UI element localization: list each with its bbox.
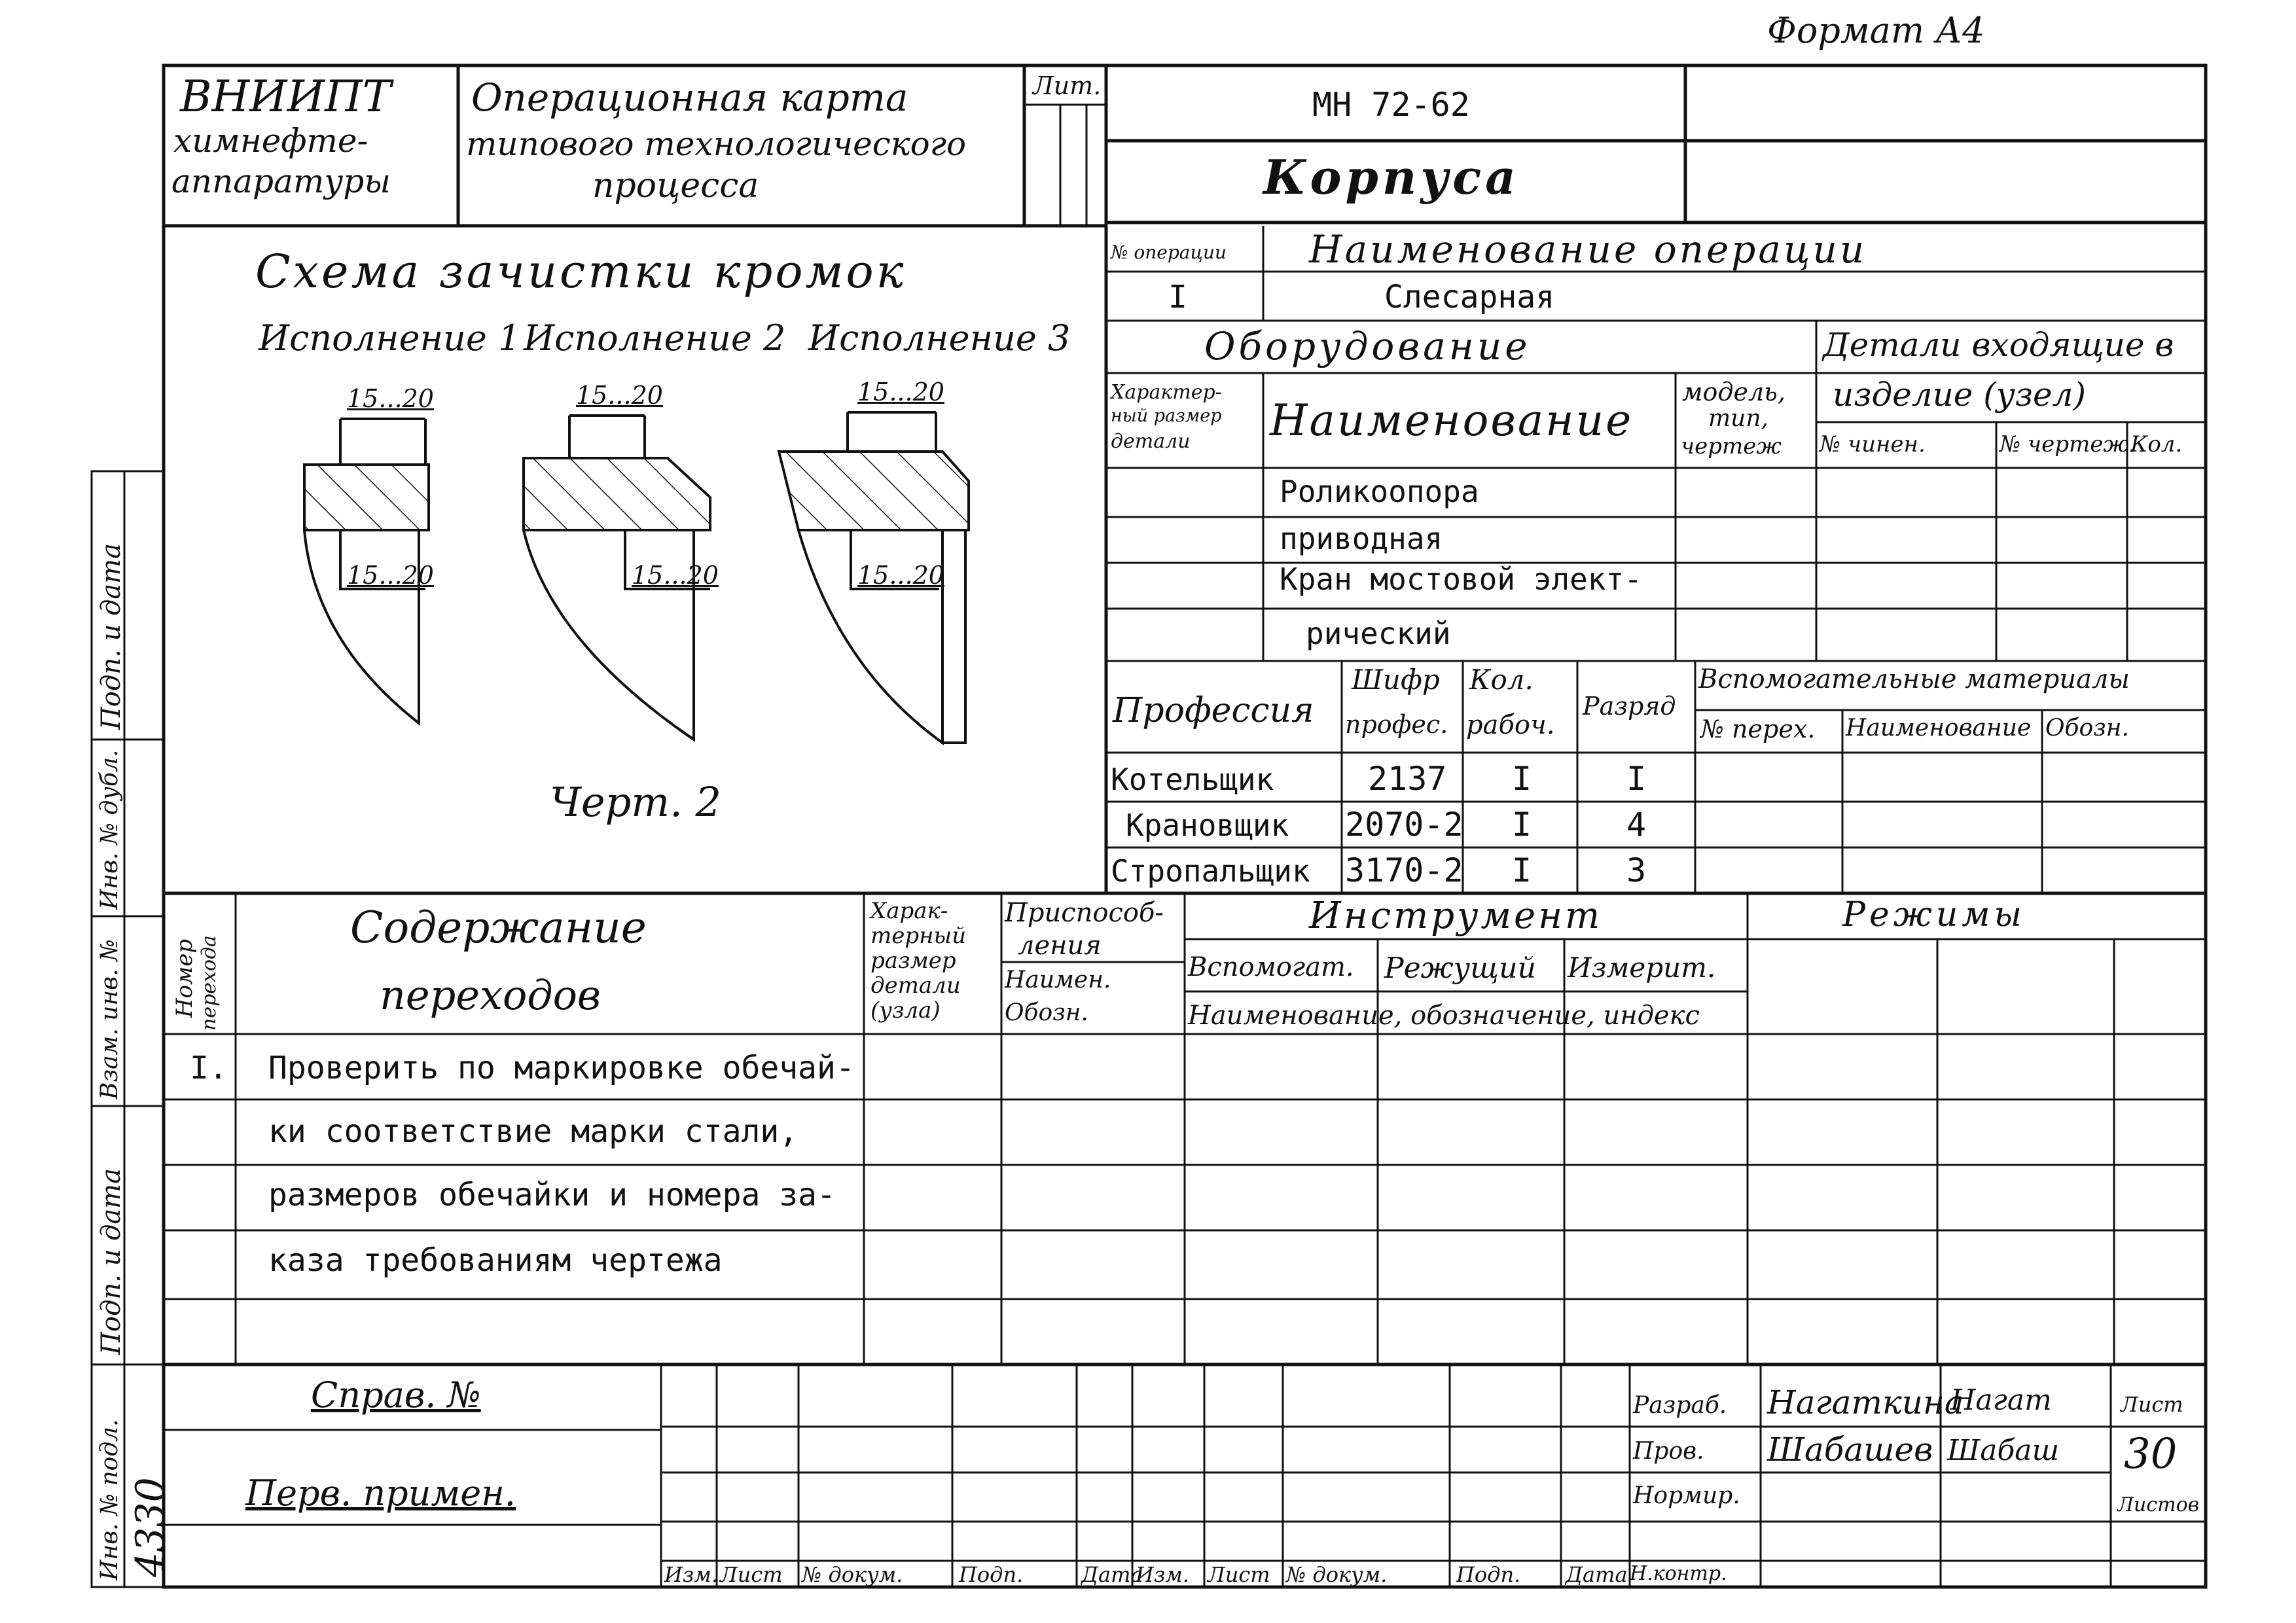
doc-title-line1: Операционная карта bbox=[471, 75, 908, 120]
operation-number-label: № операции bbox=[1111, 241, 1227, 263]
char-size-label-3: размер bbox=[870, 948, 956, 974]
equipment-label: Оборудование bbox=[1204, 324, 1531, 368]
variant-2-label: Исполнение 2 bbox=[524, 317, 786, 359]
parts-label-2: изделие (узел) bbox=[1833, 376, 2086, 414]
worker-3-code: 3170-2 bbox=[1345, 851, 1463, 889]
char-size-label-5: (узла) bbox=[870, 997, 941, 1024]
aux-col-num: № перех. bbox=[1700, 715, 1816, 743]
footer-col-1: Изм. bbox=[664, 1562, 719, 1587]
doc-title-line3: процесса bbox=[592, 166, 759, 205]
equipment-item-3: Кран мостовой элект- bbox=[1280, 562, 1642, 597]
transition-line-3: размеров обечайки и номера за- bbox=[268, 1177, 836, 1213]
org-name-line2: химнефте- bbox=[173, 122, 368, 160]
fixture-col-designation: Обозн. bbox=[1005, 999, 1088, 1026]
footer-col-7: Лист bbox=[1208, 1562, 1270, 1587]
dimension-label-3b: 15...20 bbox=[857, 561, 944, 590]
part-name: Корпуса bbox=[1263, 149, 1520, 205]
dimension-label-2b: 15...20 bbox=[632, 561, 719, 590]
footer-col-6: Изм. bbox=[1136, 1562, 1190, 1587]
model-label-2: тип, bbox=[1708, 405, 1768, 432]
tool-col-cutting: Режущий bbox=[1384, 952, 1536, 985]
footer-col-2: Лист bbox=[720, 1562, 783, 1587]
model-label-3: чертеж bbox=[1681, 433, 1782, 459]
fixture-col-name: Наимен. bbox=[1005, 967, 1111, 993]
transition-number-label-2: перехода bbox=[198, 935, 221, 1031]
doc-title-line2: типового технологического bbox=[466, 125, 967, 163]
worker-3-grade: 3 bbox=[1626, 851, 1647, 889]
fixture-label-2: ления bbox=[1018, 931, 1102, 961]
worker-2-code: 2070-2 bbox=[1345, 806, 1463, 844]
sheet-number: 30 bbox=[2124, 1430, 2178, 1478]
checker-name: Шабашев bbox=[1767, 1431, 1933, 1469]
code-header-2: профес. bbox=[1345, 710, 1448, 739]
checker-signature: Шабаш bbox=[1947, 1434, 2060, 1467]
equipment-item-4: рический bbox=[1306, 616, 1451, 651]
footer-col-9: Подп. bbox=[1456, 1562, 1521, 1587]
role-developer: Разраб. bbox=[1633, 1392, 1727, 1419]
aux-col-name: Наименование bbox=[1846, 715, 2032, 741]
transition-number-label-1: Номер bbox=[171, 938, 198, 1018]
dimension-label-1a: 15...20 bbox=[347, 384, 434, 413]
variant-1-label: Исполнение 1 bbox=[259, 317, 521, 359]
equipment-char-label-1: Характер- bbox=[1111, 381, 1222, 404]
count-header-2: рабоч. bbox=[1466, 710, 1555, 740]
model-label-1: модель, bbox=[1682, 378, 1785, 406]
doc-number: МН 72-62 bbox=[1312, 86, 1470, 124]
equipment-name-label: Наименование bbox=[1270, 395, 1634, 446]
worker-3-profession: Стропальщик bbox=[1111, 853, 1310, 889]
modes-label: Режимы bbox=[1842, 895, 2026, 935]
parts-col-num: № чинен. bbox=[1820, 431, 1926, 457]
equipment-item-1: Роликоопора bbox=[1280, 474, 1479, 509]
operation-name-label: Наименование операции bbox=[1309, 227, 1867, 272]
count-header-1: Кол. bbox=[1469, 664, 1534, 696]
developer-signature: Нагат bbox=[1950, 1383, 2052, 1417]
side-label-dup-inv: Инв. № дубл. bbox=[96, 749, 123, 910]
parts-col-qty: Кол. bbox=[2130, 431, 2183, 457]
sheets-label: Листов bbox=[2117, 1493, 2200, 1516]
char-size-label-2: терный bbox=[870, 923, 967, 949]
dimension-label-1b: 15...20 bbox=[347, 561, 434, 590]
transition-line-1: Проверить по маркировке обечай- bbox=[268, 1050, 855, 1086]
variant-3-label: Исполнение 3 bbox=[808, 317, 1071, 359]
aux-materials-header: Вспомогательные материалы bbox=[1698, 664, 2130, 694]
footer-col-5: Дата bbox=[1081, 1562, 1143, 1587]
equipment-char-label-2: ный размер bbox=[1111, 406, 1222, 426]
tool-sub-label: Наименование, обозначение, индекс bbox=[1188, 1001, 1700, 1031]
developer-name: Нагаткина bbox=[1767, 1383, 1964, 1421]
worker-2-count: I bbox=[1512, 806, 1532, 844]
grade-header: Разряд bbox=[1583, 692, 1676, 721]
tool-col-aux: Вспомогат. bbox=[1188, 952, 1354, 982]
transition-content-label-1: Содержание bbox=[350, 902, 647, 953]
code-header-1: Шифр bbox=[1352, 664, 1440, 696]
equipment-char-label-3: детали bbox=[1111, 430, 1191, 453]
footer-col-3: № докум. bbox=[802, 1562, 903, 1587]
tools-label: Инструмент bbox=[1309, 895, 1603, 937]
lit-label: Лит. bbox=[1033, 71, 1102, 100]
transition-line-4: каза требованиям чертежа bbox=[268, 1242, 723, 1279]
side-label-replace-inv: Взам. инв. № bbox=[96, 938, 123, 1099]
fixture-label-1: Приспособ- bbox=[1005, 898, 1164, 928]
worker-1-code: 2137 bbox=[1368, 760, 1447, 798]
role-normcontrol: Нормир. bbox=[1633, 1482, 1740, 1509]
worker-1-grade: I bbox=[1626, 760, 1647, 798]
transition-number: I. bbox=[190, 1050, 228, 1086]
parts-label-1: Детали входящие в bbox=[1823, 326, 2174, 364]
footer-col-10: Дата bbox=[1566, 1562, 1628, 1587]
org-name-line3: аппаратуры bbox=[171, 162, 391, 200]
drawing-title: Схема зачистки кромок bbox=[255, 245, 906, 298]
side-label-sign-date-2: Подп. и дата bbox=[96, 1168, 126, 1355]
footer-col-4: Подп. bbox=[959, 1562, 1024, 1587]
role-n-control: Н.контр. bbox=[1630, 1562, 1727, 1585]
dimension-label-3a: 15...20 bbox=[857, 378, 944, 406]
transition-line-2: ки соответствие марки стали, bbox=[268, 1113, 798, 1150]
sheet-label: Лист bbox=[2121, 1392, 2183, 1417]
char-size-label-1: Харак- bbox=[870, 898, 948, 924]
footer-col-8: № докум. bbox=[1286, 1562, 1388, 1587]
worker-1-count: I bbox=[1512, 760, 1532, 798]
worker-1-profession: Котельщик bbox=[1111, 762, 1274, 797]
format-mark: Формат А4 bbox=[1767, 10, 1985, 51]
worker-2-profession: Крановщик bbox=[1126, 808, 1289, 843]
tool-col-measuring: Измерит. bbox=[1568, 952, 1716, 984]
drawing-caption: Черт. 2 bbox=[550, 778, 721, 826]
side-label-sign-date-1: Подп. и дата bbox=[96, 543, 126, 730]
equipment-item-2: приводная bbox=[1280, 521, 1443, 556]
org-name-line1: ВНИИПТ bbox=[180, 71, 391, 122]
worker-2-grade: 4 bbox=[1626, 806, 1647, 844]
operation-name: Слесарная bbox=[1384, 279, 1555, 315]
parts-col-drawing: № чертеж. bbox=[2000, 431, 2136, 457]
role-checker: Пров. bbox=[1633, 1438, 1704, 1465]
operation-number: I bbox=[1168, 279, 1187, 315]
profession-header: Профессия bbox=[1113, 691, 1314, 730]
sprav-label: Справ. № bbox=[311, 1374, 481, 1416]
aux-col-designation: Обозн. bbox=[2045, 715, 2129, 741]
char-size-label-4: детали bbox=[870, 972, 961, 999]
transition-content-label-2: переходов bbox=[380, 971, 601, 1019]
perv-primen-label: Перв. примен. bbox=[245, 1472, 516, 1514]
dimension-label-2a: 15...20 bbox=[576, 381, 663, 410]
side-label-orig-inv: Инв. № подл. bbox=[96, 1419, 123, 1580]
side-inv-number: 4330 bbox=[128, 1477, 173, 1577]
worker-3-count: I bbox=[1512, 851, 1532, 889]
